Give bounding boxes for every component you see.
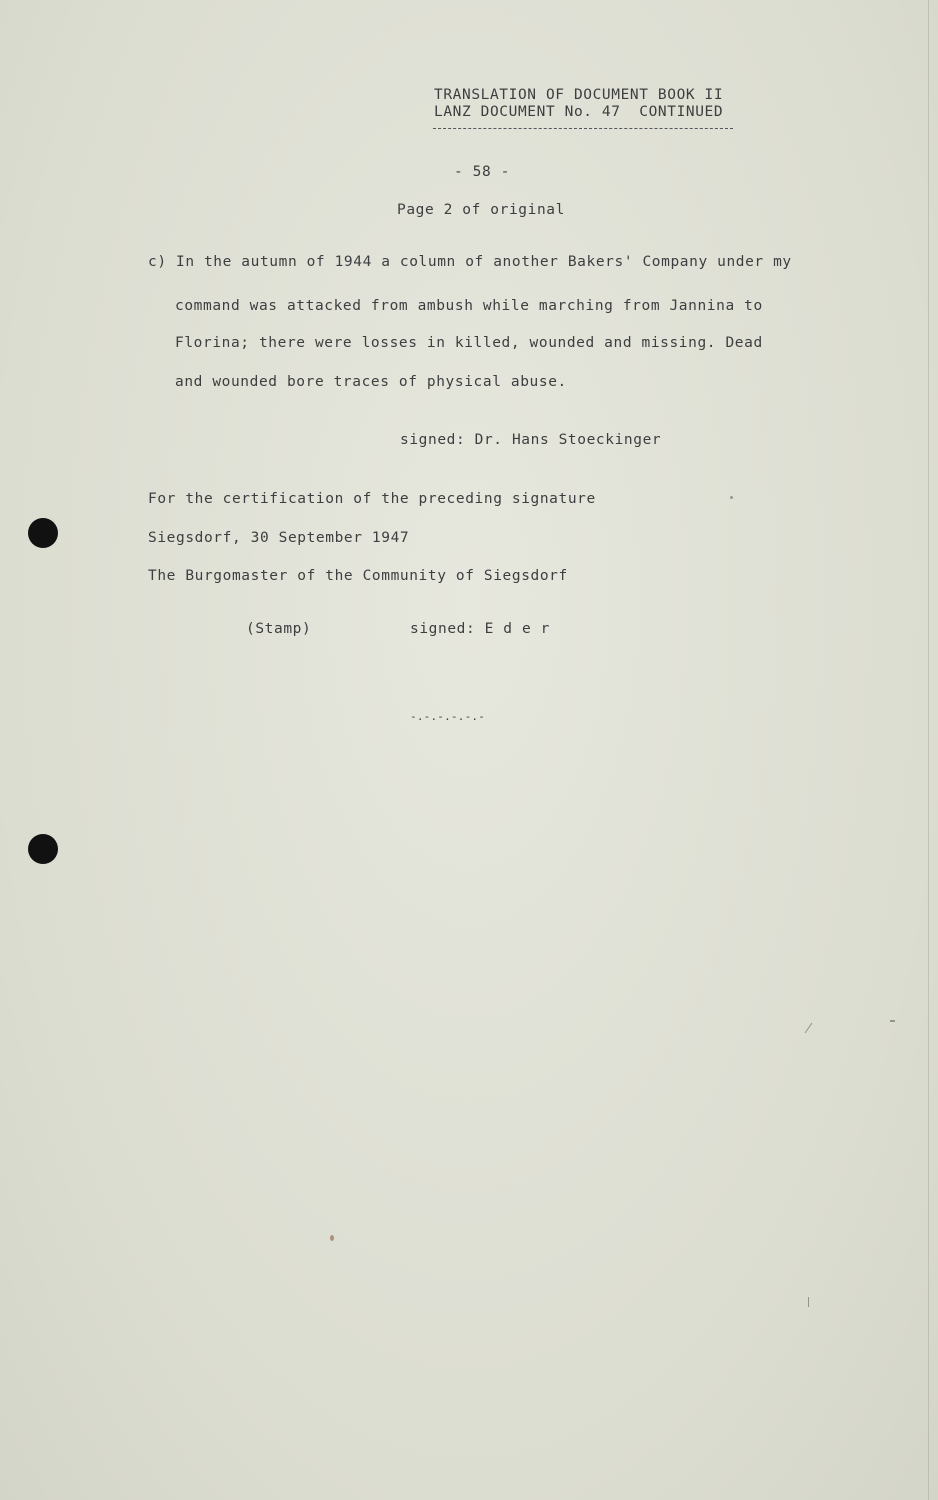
end-mark: -.-.-.-.-.- [410,710,486,723]
signature-stoeckinger: signed: Dr. Hans Stoeckinger [400,432,662,448]
paragraph-line-3: Florina; there were losses in killed, wounded and missing. Dead [175,335,763,351]
paper-speck [805,1023,813,1033]
certification-date: Siegsdorf, 30 September 1947 [148,530,410,546]
signature-eder: signed: E d e r [410,621,550,637]
paper-speck [808,1297,809,1307]
punch-hole-top [28,518,58,548]
header-title-line1: TRANSLATION OF DOCUMENT BOOK II [434,87,724,103]
punch-hole-bottom [28,834,58,864]
paragraph-line-2: command was attacked from ambush while marching from Jannina to [175,298,763,314]
paper-speck [330,1235,334,1241]
paragraph-line-4: and wounded bore traces of physical abuse. [175,374,567,390]
page-edge-line [928,0,929,1500]
certification-burgomaster: The Burgomaster of the Community of Siegsdorf [148,568,568,584]
header-underline [433,128,733,129]
page-number: - 58 - [454,164,510,180]
stamp-label: (Stamp) [246,621,312,637]
paper-speck [890,1020,895,1022]
certification-line-1: For the certification of the preceding signature [148,491,596,507]
paragraph-line-1: c) In the autumn of 1944 a column of another Bakers' Company under my [148,254,792,270]
paper-speck [730,496,733,499]
header-title-line2: LANZ DOCUMENT No. 47 CONTINUED [434,104,724,120]
page-note: Page 2 of original [397,202,565,218]
